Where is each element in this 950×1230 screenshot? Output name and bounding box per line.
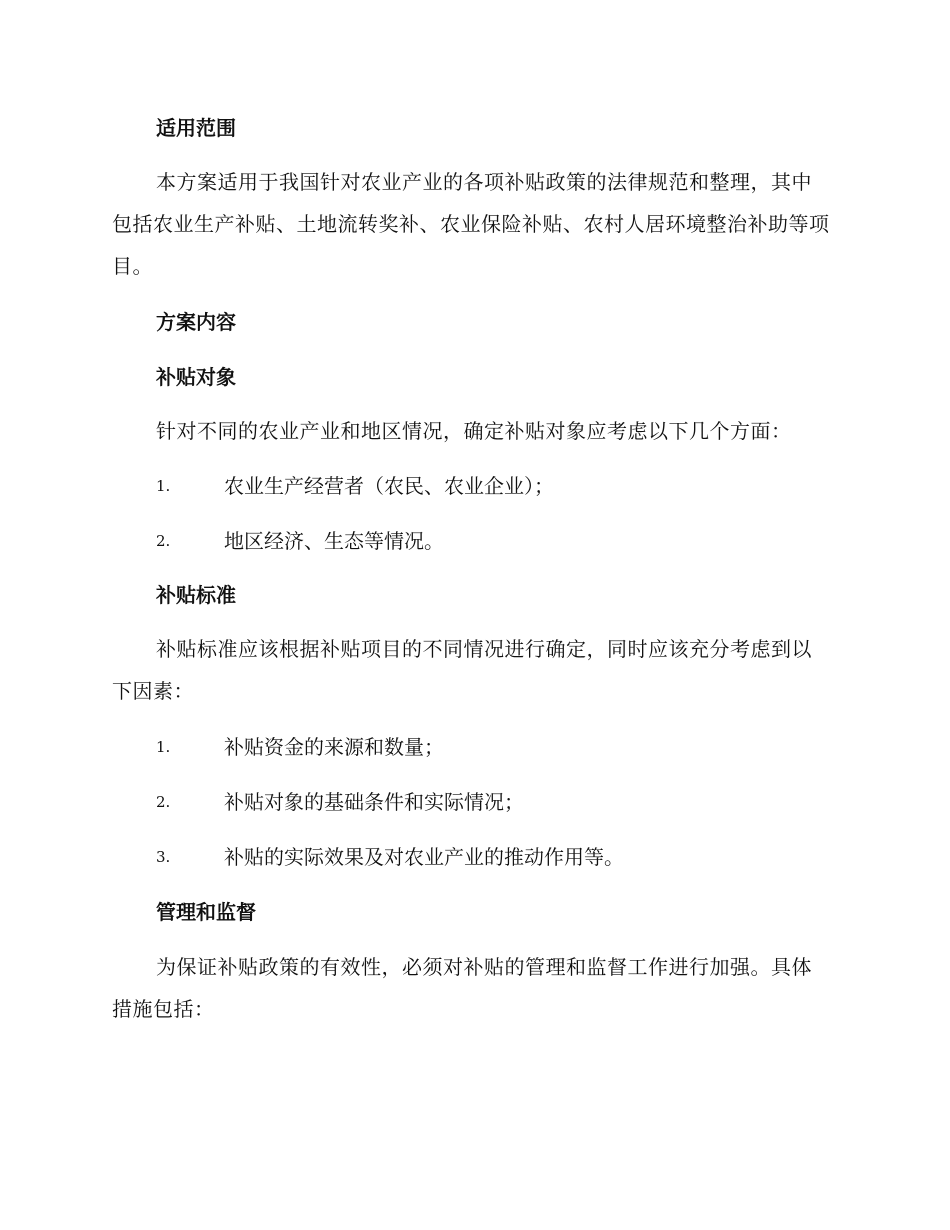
management-paragraph: 为保证补贴政策的有效性，必须对补贴的管理和监督工作进行加强。具体措施包括：: [112, 955, 812, 1021]
targets-intro: 针对不同的农业产业和地区情况，确定补贴对象应考虑以下几个方面：: [156, 419, 792, 443]
standards-heading: 补贴标准: [156, 583, 236, 607]
list-number: 1.: [156, 738, 171, 756]
scope-heading: 适用范围: [156, 116, 236, 140]
list-number: 1.: [156, 477, 171, 495]
content-heading: 方案内容: [156, 310, 236, 334]
list-text: 补贴的实际效果及对农业产业的推动作用等。: [224, 845, 624, 869]
targets-heading: 补贴对象: [156, 365, 236, 389]
list-text: 农业生产经营者（农民、农业企业）；: [224, 474, 554, 498]
standards-intro: 补贴标准应该根据补贴项目的不同情况进行确定，同时应该充分考虑到以下因素：: [112, 637, 812, 703]
list-number: 3.: [156, 848, 171, 866]
list-text: 补贴对象的基础条件和实际情况；: [224, 790, 524, 814]
list-text: 地区经济、生态等情况。: [224, 529, 444, 553]
list-text: 补贴资金的来源和数量；: [224, 735, 444, 759]
list-number: 2.: [156, 793, 171, 811]
management-heading: 管理和监督: [156, 900, 256, 924]
scope-paragraph: 本方案适用于我国针对农业产业的各项补贴政策的法律规范和整理，其中包括农业生产补贴、土地流转奖补、农业保险补贴、农村人居环境整治补助等项目。: [112, 170, 830, 278]
list-number: 2.: [156, 532, 171, 550]
